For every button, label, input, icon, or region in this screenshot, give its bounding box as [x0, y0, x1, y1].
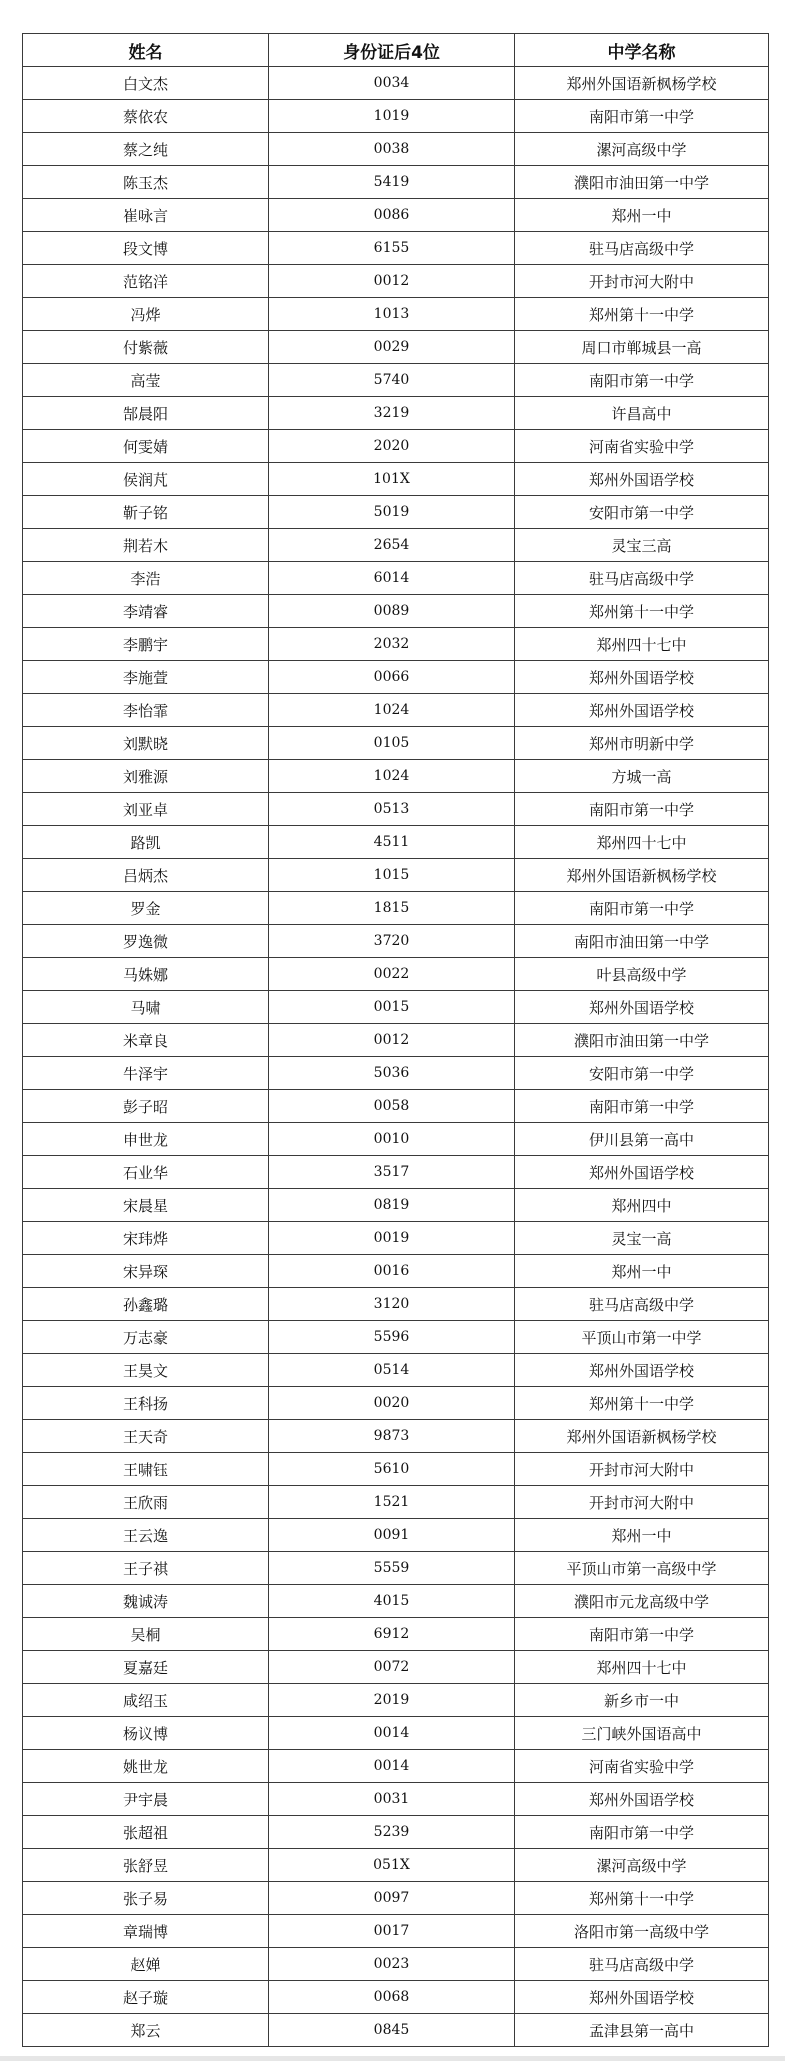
- student-table-container: [22, 33, 768, 2047]
- cell-id-last4: 4015: [269, 1585, 515, 1618]
- table-row: [23, 232, 769, 265]
- table-row: [23, 2014, 769, 2047]
- table-row: [23, 1948, 769, 1981]
- cell-student-name: 路凯: [23, 826, 269, 859]
- cell-id-last4: 0029: [269, 331, 515, 364]
- cell-id-last4: 1013: [269, 298, 515, 331]
- cell-id-last4: 0023: [269, 1948, 515, 1981]
- table-row: [23, 364, 769, 397]
- cell-school-name: 安阳市第一中学: [515, 496, 769, 529]
- cell-student-name: 王云逸: [23, 1519, 269, 1552]
- cell-id-last4: 0017: [269, 1915, 515, 1948]
- table-row: [23, 1420, 769, 1453]
- cell-id-last4: 2020: [269, 430, 515, 463]
- table-row: [23, 694, 769, 727]
- cell-student-name: 赵婵: [23, 1948, 269, 1981]
- cell-id-last4: 0014: [269, 1750, 515, 1783]
- cell-school-name: 郑州一中: [515, 1255, 769, 1288]
- cell-student-name: 万志豪: [23, 1321, 269, 1354]
- table-row: [23, 430, 769, 463]
- cell-school-name: 三门峡外国语高中: [515, 1717, 769, 1750]
- cell-student-name: 李施萱: [23, 661, 269, 694]
- table-row: [23, 793, 769, 826]
- cell-school-name: 郑州第十一中学: [515, 1882, 769, 1915]
- cell-school-name: 郑州第十一中学: [515, 595, 769, 628]
- cell-id-last4: 0089: [269, 595, 515, 628]
- cell-school-name: 漯河高级中学: [515, 1849, 769, 1882]
- cell-student-name: 荆若木: [23, 529, 269, 562]
- cell-school-name: 灵宝三高: [515, 529, 769, 562]
- cell-id-last4: 0068: [269, 1981, 515, 2014]
- cell-school-name: 郑州四十七中: [515, 826, 769, 859]
- cell-id-last4: 0010: [269, 1123, 515, 1156]
- cell-school-name: 漯河高级中学: [515, 133, 769, 166]
- table-row: [23, 1189, 769, 1222]
- cell-school-name: 许昌高中: [515, 397, 769, 430]
- cell-student-name: 张子易: [23, 1882, 269, 1915]
- cell-id-last4: 5419: [269, 166, 515, 199]
- cell-student-name: 咸绍玉: [23, 1684, 269, 1717]
- cell-student-name: 冯烨: [23, 298, 269, 331]
- cell-id-last4: 9873: [269, 1420, 515, 1453]
- cell-student-name: 张超祖: [23, 1816, 269, 1849]
- header-name: 姓名: [23, 34, 269, 67]
- cell-id-last4: 0014: [269, 1717, 515, 1750]
- table-row: [23, 1783, 769, 1816]
- cell-student-name: 宋晨星: [23, 1189, 269, 1222]
- cell-school-name: 南阳市第一中学: [515, 892, 769, 925]
- cell-student-name: 米章良: [23, 1024, 269, 1057]
- table-row: [23, 331, 769, 364]
- cell-student-name: 牛泽宇: [23, 1057, 269, 1090]
- cell-id-last4: 0513: [269, 793, 515, 826]
- header-id-last4: 身份证后4位: [269, 34, 515, 67]
- cell-student-name: 王天奇: [23, 1420, 269, 1453]
- cell-id-last4: 0819: [269, 1189, 515, 1222]
- table-row: [23, 1090, 769, 1123]
- cell-id-last4: 101X: [269, 463, 515, 496]
- cell-school-name: 驻马店高级中学: [515, 562, 769, 595]
- cell-id-last4: 4511: [269, 826, 515, 859]
- cell-student-name: 李鹏宇: [23, 628, 269, 661]
- cell-id-last4: 2019: [269, 1684, 515, 1717]
- cell-school-name: 郑州市明新中学: [515, 727, 769, 760]
- cell-school-name: 郑州外国语学校: [515, 1156, 769, 1189]
- table-row: [23, 1387, 769, 1420]
- cell-school-name: 开封市河大附中: [515, 1453, 769, 1486]
- cell-student-name: 孙鑫璐: [23, 1288, 269, 1321]
- cell-id-last4: 1024: [269, 760, 515, 793]
- cell-school-name: 开封市河大附中: [515, 1486, 769, 1519]
- student-table: [22, 33, 769, 2047]
- cell-id-last4: 1019: [269, 100, 515, 133]
- cell-student-name: 蔡之纯: [23, 133, 269, 166]
- cell-id-last4: 0066: [269, 661, 515, 694]
- cell-student-name: 赵子璇: [23, 1981, 269, 2014]
- table-row: [23, 1321, 769, 1354]
- cell-id-last4: 5019: [269, 496, 515, 529]
- table-row: [23, 199, 769, 232]
- cell-student-name: 罗逸微: [23, 925, 269, 958]
- cell-student-name: 尹宇晨: [23, 1783, 269, 1816]
- table-row: [23, 859, 769, 892]
- cell-student-name: 侯润芃: [23, 463, 269, 496]
- cell-student-name: 夏嘉廷: [23, 1651, 269, 1684]
- cell-student-name: 马啸: [23, 991, 269, 1024]
- cell-school-name: 平顶山市第一高级中学: [515, 1552, 769, 1585]
- cell-student-name: 吴桐: [23, 1618, 269, 1651]
- cell-school-name: 郑州外国语新枫杨学校: [515, 859, 769, 892]
- cell-student-name: 陈玉杰: [23, 166, 269, 199]
- cell-school-name: 河南省实验中学: [515, 430, 769, 463]
- cell-id-last4: 0015: [269, 991, 515, 1024]
- cell-school-name: 驻马店高级中学: [515, 1948, 769, 1981]
- table-row: [23, 892, 769, 925]
- cell-student-name: 李怡霏: [23, 694, 269, 727]
- table-row: [23, 826, 769, 859]
- cell-school-name: 驻马店高级中学: [515, 1288, 769, 1321]
- table-body: [23, 67, 769, 2047]
- cell-student-name: 吕炳杰: [23, 859, 269, 892]
- table-row: [23, 727, 769, 760]
- cell-student-name: 马姝娜: [23, 958, 269, 991]
- cell-id-last4: 3720: [269, 925, 515, 958]
- cell-id-last4: 5559: [269, 1552, 515, 1585]
- cell-student-name: 靳子铭: [23, 496, 269, 529]
- cell-student-name: 郑云: [23, 2014, 269, 2047]
- cell-school-name: 郑州四十七中: [515, 1651, 769, 1684]
- cell-student-name: 申世龙: [23, 1123, 269, 1156]
- table-row: [23, 1453, 769, 1486]
- cell-id-last4: 5036: [269, 1057, 515, 1090]
- cell-student-name: 崔咏言: [23, 199, 269, 232]
- cell-student-name: 石业华: [23, 1156, 269, 1189]
- table-row: [23, 1618, 769, 1651]
- cell-school-name: 郑州外国语学校: [515, 1981, 769, 2014]
- cell-student-name: 杨议博: [23, 1717, 269, 1750]
- cell-id-last4: 0012: [269, 265, 515, 298]
- cell-student-name: 刘亚卓: [23, 793, 269, 826]
- cell-student-name: 李靖睿: [23, 595, 269, 628]
- cell-school-name: 周口市郸城县一高: [515, 331, 769, 364]
- cell-student-name: 王啸钰: [23, 1453, 269, 1486]
- cell-student-name: 章瑞博: [23, 1915, 269, 1948]
- cell-id-last4: 051X: [269, 1849, 515, 1882]
- cell-school-name: 驻马店高级中学: [515, 232, 769, 265]
- table-row: [23, 397, 769, 430]
- cell-school-name: 濮阳市油田第一中学: [515, 166, 769, 199]
- header-school: 中学名称: [515, 34, 769, 67]
- cell-student-name: 白文杰: [23, 67, 269, 100]
- table-row: [23, 1222, 769, 1255]
- cell-school-name: 南阳市第一中学: [515, 100, 769, 133]
- table-row: [23, 100, 769, 133]
- cell-school-name: 郑州外国语新枫杨学校: [515, 67, 769, 100]
- cell-id-last4: 0019: [269, 1222, 515, 1255]
- cell-school-name: 郑州一中: [515, 1519, 769, 1552]
- cell-id-last4: 0038: [269, 133, 515, 166]
- cell-school-name: 郑州一中: [515, 199, 769, 232]
- table-row: [23, 661, 769, 694]
- table-row: [23, 1255, 769, 1288]
- cell-id-last4: 5596: [269, 1321, 515, 1354]
- table-row: [23, 1288, 769, 1321]
- cell-student-name: 彭子昭: [23, 1090, 269, 1123]
- cell-id-last4: 1521: [269, 1486, 515, 1519]
- table-row: [23, 991, 769, 1024]
- cell-id-last4: 0845: [269, 2014, 515, 2047]
- cell-school-name: 南阳市第一中学: [515, 1090, 769, 1123]
- cell-school-name: 郑州外国语学校: [515, 1783, 769, 1816]
- table-header-row: [23, 34, 769, 67]
- table-row: [23, 1123, 769, 1156]
- table-row: [23, 1816, 769, 1849]
- cell-student-name: 高莹: [23, 364, 269, 397]
- cell-school-name: 郑州外国语学校: [515, 991, 769, 1024]
- cell-id-last4: 2654: [269, 529, 515, 562]
- table-row: [23, 628, 769, 661]
- cell-id-last4: 0514: [269, 1354, 515, 1387]
- cell-school-name: 郑州外国语学校: [515, 661, 769, 694]
- cell-id-last4: 0086: [269, 199, 515, 232]
- cell-id-last4: 1015: [269, 859, 515, 892]
- cell-school-name: 南阳市油田第一中学: [515, 925, 769, 958]
- cell-id-last4: 5239: [269, 1816, 515, 1849]
- cell-school-name: 孟津县第一高中: [515, 2014, 769, 2047]
- cell-student-name: 王欣雨: [23, 1486, 269, 1519]
- cell-school-name: 洛阳市第一高级中学: [515, 1915, 769, 1948]
- cell-school-name: 郑州外国语学校: [515, 694, 769, 727]
- cell-student-name: 何雯婧: [23, 430, 269, 463]
- table-row: [23, 496, 769, 529]
- cell-id-last4: 0097: [269, 1882, 515, 1915]
- cell-student-name: 王昊文: [23, 1354, 269, 1387]
- cell-school-name: 方城一高: [515, 760, 769, 793]
- bottom-scroll-edge: [0, 2056, 785, 2061]
- cell-school-name: 濮阳市油田第一中学: [515, 1024, 769, 1057]
- cell-student-name: 李浩: [23, 562, 269, 595]
- cell-id-last4: 6014: [269, 562, 515, 595]
- table-row: [23, 1354, 769, 1387]
- cell-school-name: 南阳市第一中学: [515, 793, 769, 826]
- cell-student-name: 张舒昱: [23, 1849, 269, 1882]
- cell-id-last4: 0031: [269, 1783, 515, 1816]
- cell-school-name: 郑州四十七中: [515, 628, 769, 661]
- cell-id-last4: 2032: [269, 628, 515, 661]
- table-row: [23, 298, 769, 331]
- cell-id-last4: 1024: [269, 694, 515, 727]
- table-row: [23, 595, 769, 628]
- cell-id-last4: 0016: [269, 1255, 515, 1288]
- cell-id-last4: 0022: [269, 958, 515, 991]
- cell-id-last4: 1815: [269, 892, 515, 925]
- cell-school-name: 郑州第十一中学: [515, 298, 769, 331]
- table-row: [23, 1915, 769, 1948]
- cell-id-last4: 0020: [269, 1387, 515, 1420]
- table-row: [23, 529, 769, 562]
- table-row: [23, 133, 769, 166]
- table-row: [23, 1024, 769, 1057]
- cell-id-last4: 0105: [269, 727, 515, 760]
- table-row: [23, 1717, 769, 1750]
- cell-student-name: 姚世龙: [23, 1750, 269, 1783]
- cell-school-name: 南阳市第一中学: [515, 1618, 769, 1651]
- cell-student-name: 魏诚涛: [23, 1585, 269, 1618]
- table-row: [23, 67, 769, 100]
- cell-student-name: 蔡依农: [23, 100, 269, 133]
- table-row: [23, 1849, 769, 1882]
- cell-id-last4: 3120: [269, 1288, 515, 1321]
- cell-school-name: 新乡市一中: [515, 1684, 769, 1717]
- cell-student-name: 宋异琛: [23, 1255, 269, 1288]
- cell-id-last4: 0012: [269, 1024, 515, 1057]
- table-row: [23, 958, 769, 991]
- cell-id-last4: 0091: [269, 1519, 515, 1552]
- cell-id-last4: 0058: [269, 1090, 515, 1123]
- cell-student-name: 范铭洋: [23, 265, 269, 298]
- table-row: [23, 1684, 769, 1717]
- cell-id-last4: 5740: [269, 364, 515, 397]
- cell-school-name: 郑州外国语学校: [515, 1354, 769, 1387]
- cell-id-last4: 3219: [269, 397, 515, 430]
- cell-school-name: 郑州第十一中学: [515, 1387, 769, 1420]
- cell-school-name: 郑州外国语新枫杨学校: [515, 1420, 769, 1453]
- cell-id-last4: 0034: [269, 67, 515, 100]
- cell-student-name: 宋玮烨: [23, 1222, 269, 1255]
- table-row: [23, 1552, 769, 1585]
- cell-school-name: 灵宝一高: [515, 1222, 769, 1255]
- cell-student-name: 郜晨阳: [23, 397, 269, 430]
- cell-school-name: 南阳市第一中学: [515, 364, 769, 397]
- table-row: [23, 265, 769, 298]
- table-row: [23, 1651, 769, 1684]
- table-row: [23, 463, 769, 496]
- cell-student-name: 罗金: [23, 892, 269, 925]
- cell-school-name: 南阳市第一中学: [515, 1816, 769, 1849]
- table-row: [23, 562, 769, 595]
- cell-student-name: 段文博: [23, 232, 269, 265]
- cell-school-name: 叶县高级中学: [515, 958, 769, 991]
- cell-student-name: 刘默晓: [23, 727, 269, 760]
- cell-id-last4: 0072: [269, 1651, 515, 1684]
- cell-student-name: 王子祺: [23, 1552, 269, 1585]
- table-row: [23, 1486, 769, 1519]
- cell-school-name: 濮阳市元龙高级中学: [515, 1585, 769, 1618]
- cell-school-name: 伊川县第一高中: [515, 1123, 769, 1156]
- table-row: [23, 1057, 769, 1090]
- cell-school-name: 安阳市第一中学: [515, 1057, 769, 1090]
- cell-school-name: 郑州四中: [515, 1189, 769, 1222]
- cell-id-last4: 6912: [269, 1618, 515, 1651]
- table-row: [23, 1156, 769, 1189]
- table-row: [23, 760, 769, 793]
- cell-student-name: 刘雅源: [23, 760, 269, 793]
- table-row: [23, 1981, 769, 2014]
- cell-student-name: 王科扬: [23, 1387, 269, 1420]
- cell-school-name: 开封市河大附中: [515, 265, 769, 298]
- cell-id-last4: 5610: [269, 1453, 515, 1486]
- cell-school-name: 郑州外国语学校: [515, 463, 769, 496]
- table-row: [23, 166, 769, 199]
- cell-school-name: 平顶山市第一中学: [515, 1321, 769, 1354]
- table-row: [23, 1585, 769, 1618]
- table-row: [23, 1882, 769, 1915]
- cell-id-last4: 3517: [269, 1156, 515, 1189]
- table-row: [23, 1519, 769, 1552]
- table-row: [23, 925, 769, 958]
- cell-id-last4: 6155: [269, 232, 515, 265]
- cell-student-name: 付紫薇: [23, 331, 269, 364]
- cell-school-name: 河南省实验中学: [515, 1750, 769, 1783]
- table-row: [23, 1750, 769, 1783]
